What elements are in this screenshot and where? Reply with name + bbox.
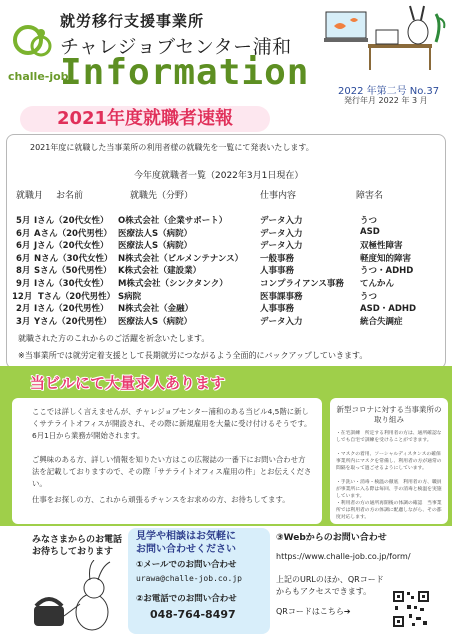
row-disability: ASD — [360, 226, 380, 237]
row-disability: 統合失調症 — [360, 316, 403, 327]
col-header-job: 仕事内容 — [260, 191, 297, 201]
row-job: データ入力 — [260, 316, 303, 327]
row-job: データ入力 — [260, 241, 303, 252]
org-name: チャレジョブセンター浦和 — [60, 36, 292, 58]
table-row — [0, 239, 452, 250]
covid-item: ・利用者の方の通所再開後の体調の確認 当事業所では利用者の方の体調に配慮しながら、その都度対応します。 — [336, 501, 442, 520]
row-employer: 医療法人S（病院） — [118, 316, 193, 327]
row-employer: M株式会社（シンクタンク） — [118, 279, 228, 289]
row-disability: ASD・ADHD — [360, 304, 417, 315]
row-job: 人事事務 — [260, 304, 295, 315]
row-disability: 軽度知的障害 — [360, 253, 412, 264]
newsletter-title: Information — [60, 52, 310, 93]
mail-address[interactable]: urawa@challe-job.co.jp — [136, 574, 242, 583]
row-disability: うつ — [360, 216, 378, 226]
table-title: 今年度就職者一覧（2022年3月1日現在） — [134, 171, 304, 181]
row-name: Iさん（20代男性） — [34, 304, 109, 315]
table-row — [0, 277, 452, 288]
col-header-employer: 就職先（分野） — [130, 191, 194, 201]
recruit-title: 当ビルにて大量求人あります — [30, 374, 226, 392]
issue-number: 2022 年第二号 No.37 — [338, 86, 440, 97]
rabbit-phone-icon — [18, 560, 128, 636]
row-job: コンプライアンス事務 — [260, 279, 344, 289]
row-month: 5月 — [16, 216, 31, 226]
row-disability: てんかん — [360, 279, 395, 289]
row-employer: S病院 — [118, 291, 142, 302]
row-month: 9月 — [16, 279, 31, 289]
row-disability: うつ — [360, 291, 378, 302]
row-job: データ入力 — [260, 228, 303, 239]
row-name: Jさん（20代女性） — [34, 241, 109, 252]
table-row — [0, 252, 452, 263]
brand-name: challe-job — [8, 70, 69, 83]
recruit-paragraph-1: ここでは詳しく言えませんが、チャレジョブセンター浦和のある当ビル4,5階に新しくサテライトオフィスが開設され、その際に新規雇用を大量に受け付けるそうです。6月1日から業務が開始されます。 — [32, 407, 312, 440]
contact-call-line-1: みなさまからのお電話 — [32, 535, 123, 545]
row-job: 医事課事務 — [260, 291, 303, 302]
contact-heading-1: 見学や相談はお気軽に — [136, 531, 236, 542]
section-intro: 2021年度に就職した当事業所の利用者様の就職先を一覧にて発表いたします。 — [30, 143, 314, 152]
row-month: 6月 — [16, 253, 31, 264]
row-disability: 双極性障害 — [360, 241, 403, 252]
mail-label: ①メールでのお問い合わせ — [136, 560, 237, 570]
recruit-paragraph-3: 仕事をお探しの方、これから頑張るチャンスをお求めの方、お待ちしてます。 — [32, 495, 290, 504]
row-name: Nさん（30代女性） — [34, 253, 113, 264]
row-name: Iさん（20代女性） — [34, 216, 109, 226]
row-month: 3月 — [16, 316, 31, 327]
recruit-paragraph-2: ご興味のある方、詳しい情報を知りたい方はこの広報誌の一番下にお問い合わせ方法を記載しておりますので、その際「サテライトオフィス雇用の件」とお伝えください。 — [32, 455, 312, 488]
col-header-name: お名前 — [56, 191, 84, 201]
row-employer: K株式会社（建設業） — [118, 266, 202, 277]
covid-item: ・在宅訓練 所定する利用者の方は、通所確認なしでも自宅で訓練を受けることができます。 — [336, 431, 442, 443]
web-note-2: からもアクセスできます。 — [276, 587, 372, 596]
publish-date: 発行年月 2022 年 3 月 — [344, 96, 428, 105]
table-row — [0, 227, 452, 238]
row-employer: 医療法人S（病院） — [118, 228, 193, 239]
row-employer: 医療法人S（病院） — [118, 241, 193, 252]
contact-heading-2: お問い合わせください — [136, 544, 236, 555]
row-month: 6月 — [16, 228, 31, 239]
covid-title: 新型コロナに対する当事業所の取り組み — [336, 405, 442, 424]
covid-item: ・手洗い・消毒・検温の徹底 利用者の方、職員が事業所に入る際は毎回、手の消毒と検温を実施しています。 — [336, 480, 442, 499]
row-employer: N株式会社（ビルメンテナンス） — [118, 253, 244, 264]
row-employer: N株式会社（金融） — [118, 304, 194, 315]
row-name: Tさん（20代男性） — [38, 291, 116, 302]
row-month: 8月 — [16, 266, 31, 277]
table-row — [0, 214, 452, 225]
table-row — [0, 315, 452, 326]
row-month: 12月 — [12, 291, 33, 302]
col-header-month: 就職月 — [16, 191, 44, 201]
row-job: データ入力 — [260, 216, 303, 226]
row-month: 2月 — [16, 304, 31, 315]
web-label: ③Webからのお問い合わせ — [276, 533, 387, 543]
row-disability: うつ・ADHD — [360, 266, 414, 277]
col-header-disability: 障害名 — [356, 191, 384, 201]
table-row — [0, 302, 452, 313]
web-note-1: 上記のURLのほか、QRコード — [276, 575, 384, 584]
web-url[interactable]: https://www.challe-job.co.jp/form/ — [276, 552, 411, 561]
row-job: 人事事務 — [260, 266, 295, 277]
org-subtitle: 就労移行支援事業所 — [60, 12, 205, 30]
note-support: ※当事業所では就労定着支援として長期就労につながるよう全面的にバックアップしていきます。 — [18, 351, 368, 360]
qr-label: QRコードはこちら➔ — [276, 607, 351, 616]
recruit-box — [12, 398, 322, 524]
covid-item: ・マスクの着用、ソーシャルディスタンスの確保 事業所内にマスクを常備し、利用者の方が通常の間隔を取って過ごせるようにしています。 — [336, 452, 446, 471]
contact-call-message — [32, 534, 122, 558]
note-congrats: 就職された方のこれからのご活躍を祈念いたします。 — [18, 334, 210, 343]
table-row — [0, 290, 452, 301]
tel-number[interactable]: 048-764-8497 — [150, 608, 236, 621]
office-illustration-icon — [320, 4, 448, 72]
row-name: Sさん（50代男性） — [34, 266, 112, 277]
section-title: 2021年度就職者速報 — [20, 106, 270, 132]
row-employer: O株式会社（企業サポート） — [118, 216, 228, 226]
row-name: Aさん（20代男性） — [34, 228, 112, 239]
contact-call-line-2: お待ちしております — [32, 547, 114, 557]
tel-label: ②お電話でのお問い合わせ — [136, 594, 237, 604]
row-name: Yさん（20代男性） — [34, 316, 112, 327]
logo-mark-icon — [10, 20, 58, 68]
qr-code-icon[interactable] — [392, 590, 430, 628]
row-job: 一般事務 — [260, 253, 295, 264]
contact-heading — [136, 530, 236, 556]
table-row — [0, 264, 452, 275]
row-name: Iさん（30代女性） — [34, 279, 109, 289]
row-month: 6月 — [16, 241, 31, 252]
